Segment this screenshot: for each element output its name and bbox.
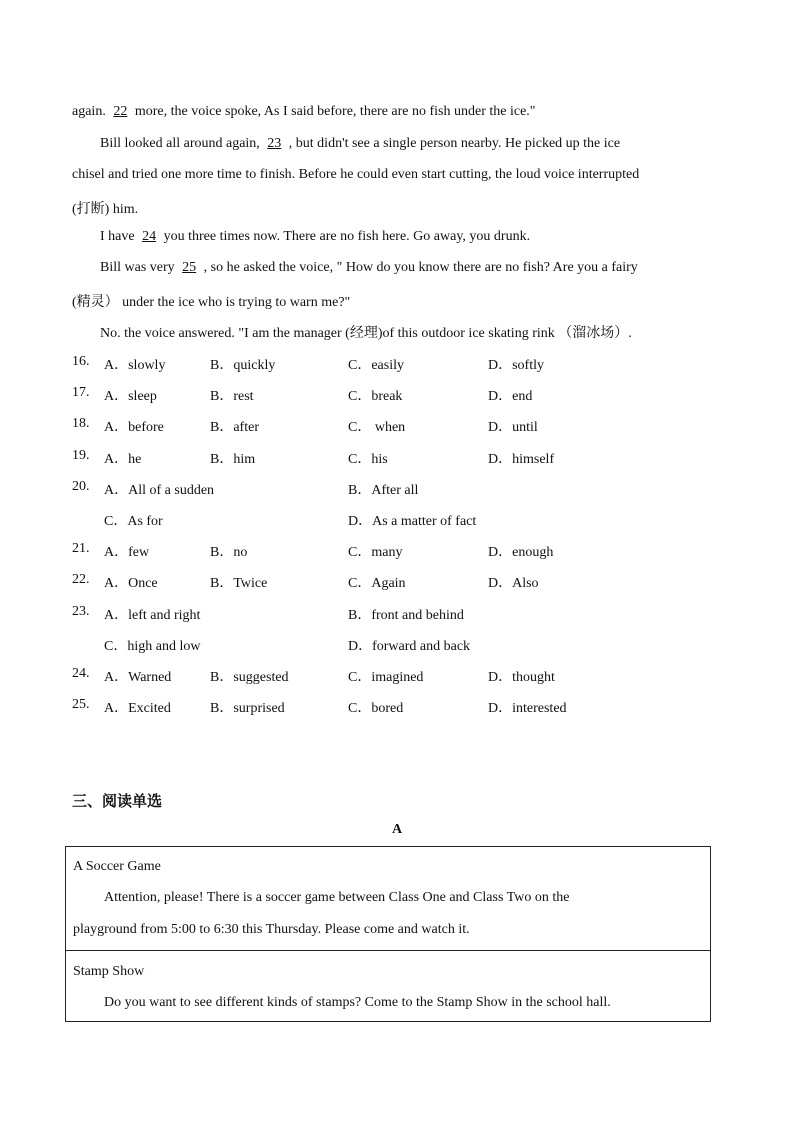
option-a[interactable]: A．left and right xyxy=(104,608,201,623)
text: , so he asked the voice, " How do you know there are no fish? Are you a fairy xyxy=(200,260,638,275)
notice-text: playground from 5:00 to 6:30 this Thursday. Please come and watch it. xyxy=(73,922,470,937)
option-d[interactable]: D．Also xyxy=(488,576,539,591)
option-b[interactable]: B．surprised xyxy=(210,701,285,716)
question-number: 22. xyxy=(72,572,90,587)
option-b[interactable]: B．no xyxy=(210,545,248,560)
text: Bill was very xyxy=(100,260,179,275)
option-c[interactable]: C．break xyxy=(348,389,403,404)
question-number: 23. xyxy=(72,604,90,619)
option-c[interactable]: C．As for xyxy=(104,514,163,529)
option-a[interactable]: A．All of a sudden xyxy=(104,483,215,498)
option-b[interactable]: B．rest xyxy=(210,389,254,404)
blank-25: 25 xyxy=(182,260,197,275)
notice-text: Do you want to see different kinds of stamps? Come to the Stamp Show in the school hall. xyxy=(104,995,611,1010)
question-number: 17. xyxy=(72,385,90,400)
option-a[interactable]: A．slowly xyxy=(104,358,166,373)
passage-line-3: chisel and tried one more time to finish. Before he could even start cutting, the loud voice interrupted xyxy=(72,167,640,182)
question-number: 19. xyxy=(72,448,90,463)
option-d[interactable]: D．enough xyxy=(488,545,554,560)
text: again. xyxy=(72,104,110,119)
option-c[interactable]: C．his xyxy=(348,452,388,467)
notice-text: Attention, please! There is a soccer game between Class One and Class Two on the xyxy=(104,890,570,905)
text: more, the voice spoke, As I said before, there are no fish under the ice." xyxy=(131,104,536,119)
question-number: 20. xyxy=(72,479,90,494)
table-divider xyxy=(66,950,710,951)
option-b[interactable]: B．After all xyxy=(348,483,419,498)
option-a[interactable]: A．he xyxy=(104,452,142,467)
option-b[interactable]: B．quickly xyxy=(210,358,276,373)
text: I have xyxy=(100,229,139,244)
option-c[interactable]: C．imagined xyxy=(348,670,424,685)
option-b[interactable]: B．him xyxy=(210,452,256,467)
option-a[interactable]: A．before xyxy=(104,420,164,435)
question-number: 16. xyxy=(72,354,90,369)
notice-title-stamp: Stamp Show xyxy=(73,964,145,979)
option-b[interactable]: B．suggested xyxy=(210,670,289,685)
question-number: 24. xyxy=(72,666,90,681)
text: you three times now. There are no fish here. Go away, you drunk. xyxy=(160,229,531,244)
option-c[interactable]: C．high and low xyxy=(104,639,201,654)
option-b[interactable]: B．Twice xyxy=(210,576,268,591)
option-b[interactable]: B．after xyxy=(210,420,259,435)
option-b[interactable]: B．front and behind xyxy=(348,608,464,623)
option-c[interactable]: C．easily xyxy=(348,358,404,373)
blank-24: 24 xyxy=(142,229,157,244)
notice-title-soccer: A Soccer Game xyxy=(73,859,161,874)
passage-line-5 xyxy=(100,229,530,245)
option-d[interactable]: D．softly xyxy=(488,358,544,373)
option-a[interactable]: A．few xyxy=(104,545,150,560)
passage-line-6 xyxy=(100,260,638,276)
text: Bill looked all around again, xyxy=(100,136,264,151)
blank-22: 22 xyxy=(113,104,128,119)
passage-line-7: (精灵） under the ice who is trying to warn me?" xyxy=(72,295,351,310)
option-d[interactable]: D．himself xyxy=(488,452,555,467)
section-title: 三、阅读单选 xyxy=(72,792,163,810)
option-d[interactable]: D．end xyxy=(488,389,533,404)
question-number: 25. xyxy=(72,697,90,712)
passage-line-1 xyxy=(72,104,536,120)
notice-table xyxy=(65,846,711,1022)
question-number: 21. xyxy=(72,541,90,556)
question-number: 18. xyxy=(72,416,90,431)
option-c[interactable]: C．bored xyxy=(348,701,404,716)
blank-23: 23 xyxy=(267,136,282,151)
passage-line-4: (打断) him. xyxy=(72,202,139,217)
option-a[interactable]: A．Warned xyxy=(104,670,172,685)
option-c[interactable]: C． when xyxy=(348,420,406,435)
option-c[interactable]: C．many xyxy=(348,545,403,560)
option-d[interactable]: D．forward and back xyxy=(348,639,471,654)
option-d[interactable]: D．As a matter of fact xyxy=(348,514,477,529)
option-a[interactable]: A．Excited xyxy=(104,701,171,716)
passage-label: A xyxy=(391,822,403,837)
option-a[interactable]: A．Once xyxy=(104,576,158,591)
passage-line-8: No. the voice answered. "I am the manager (经理)of this outdoor ice skating rink （溜冰场）. xyxy=(100,326,632,341)
text: , but didn't see a single person nearby. He picked up the ice xyxy=(285,136,621,151)
option-d[interactable]: D．interested xyxy=(488,701,567,716)
option-d[interactable]: D．until xyxy=(488,420,538,435)
option-d[interactable]: D．thought xyxy=(488,670,555,685)
option-c[interactable]: C．Again xyxy=(348,576,406,591)
option-a[interactable]: A．sleep xyxy=(104,389,157,404)
passage-line-2 xyxy=(100,136,620,152)
